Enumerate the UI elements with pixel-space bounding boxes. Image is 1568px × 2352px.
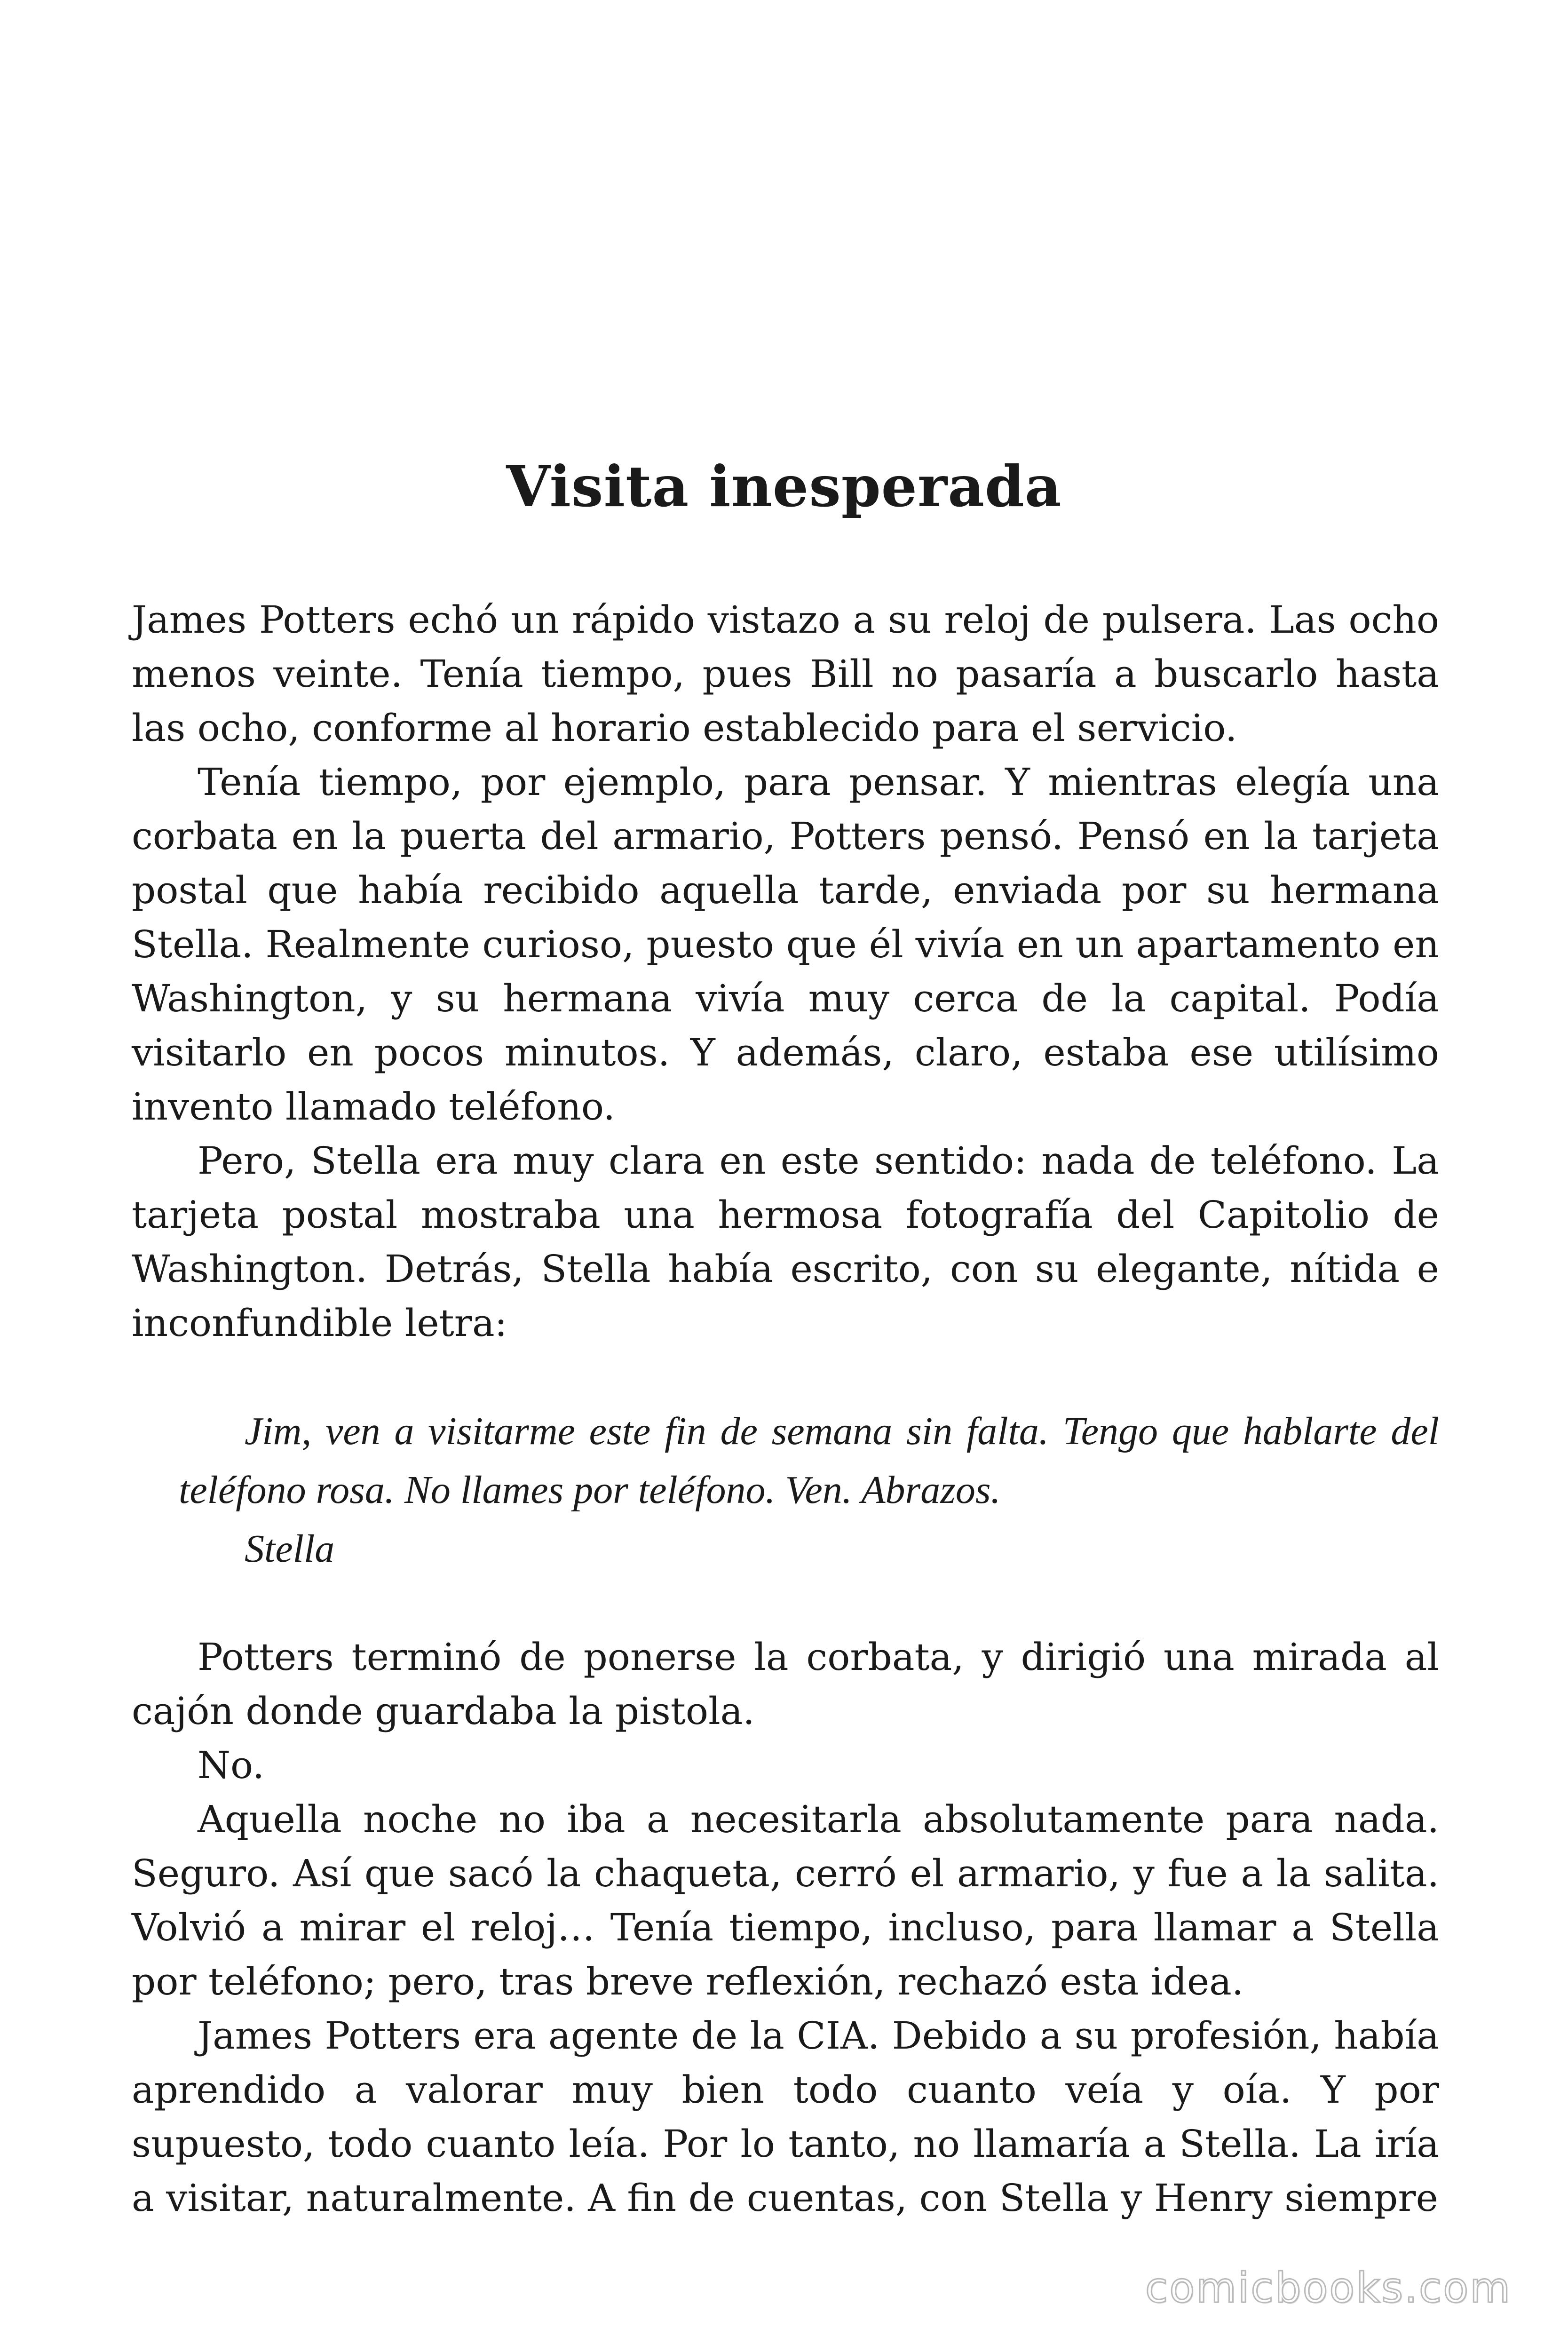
paragraph: James Potters era agente de la CIA. Debido a su profesión, había aprendido a valorar muy bien todo cuanto veía y oía. Y por supuesto, todo cuanto leía. Por lo tanto, no llamaría a Stella. La iría a visitar, naturalmente. A fin de cuentas, con Stella y Henry siempre <box>132 2014 1439 2220</box>
postcard-letter <box>132 1402 1439 1578</box>
paragraph: James Potters echó un rápido vistazo a su reloj de pulsera. Las ocho menos veinte. Tenía tiempo, pues Bill no pasaría a buscarlo hasta las ocho, conforme al horario establecido para el servicio. <box>132 598 1439 750</box>
watermark: comicbooks.com <box>1145 2264 1512 2312</box>
paragraph: Potters terminó de ponerse la corbata, y dirigió una mirada al cajón donde guardaba la pistola. <box>132 1635 1439 1733</box>
letter-text: Jim, ven a visitarme este fin de semana sin falta. Tengo que hablarte del teléfono rosa. No llames por teléfono. Ven. Abrazos. <box>179 1409 1439 1512</box>
body-text <box>132 593 1439 2225</box>
chapter-title: Visita inesperada <box>506 453 1062 520</box>
paragraph: Tenía tiempo, por ejemplo, para pensar. Y mientras elegía una corbata en la puerta del armario, Potters pensó. Pensó en la tarjeta postal que había recibido aquella tarde, enviada por su hermana Stella. Realmente curioso, puesto que él vivía en un apartamento en Washington, y su hermana vivía muy cerca de la capital. Podía visitarlo en pocos minutos. Y además, claro, estaba ese utilísimo invento llamado teléfono. <box>132 760 1439 1128</box>
letter-signature: Stella <box>245 1527 335 1571</box>
paragraph: No. <box>198 1743 265 1787</box>
paragraph: Pero, Stella era muy clara en este sentido: nada de teléfono. La tarjeta postal mostraba una hermosa fotografía del Capitolio de Washington. Detrás, Stella había escrito, con su elegante, nítida e inconfundible letra: <box>132 1139 1439 1345</box>
paragraph: Aquella noche no iba a necesitarla absolutamente para nada. Seguro. Así que sacó la chaqueta, cerró el armario, y fue a la salita. Volvió a mirar el reloj… Tenía tiempo, incluso, para llamar a Stella por teléfono; pero, tras breve reflexión, rechazó esta idea. <box>132 1797 1439 2003</box>
